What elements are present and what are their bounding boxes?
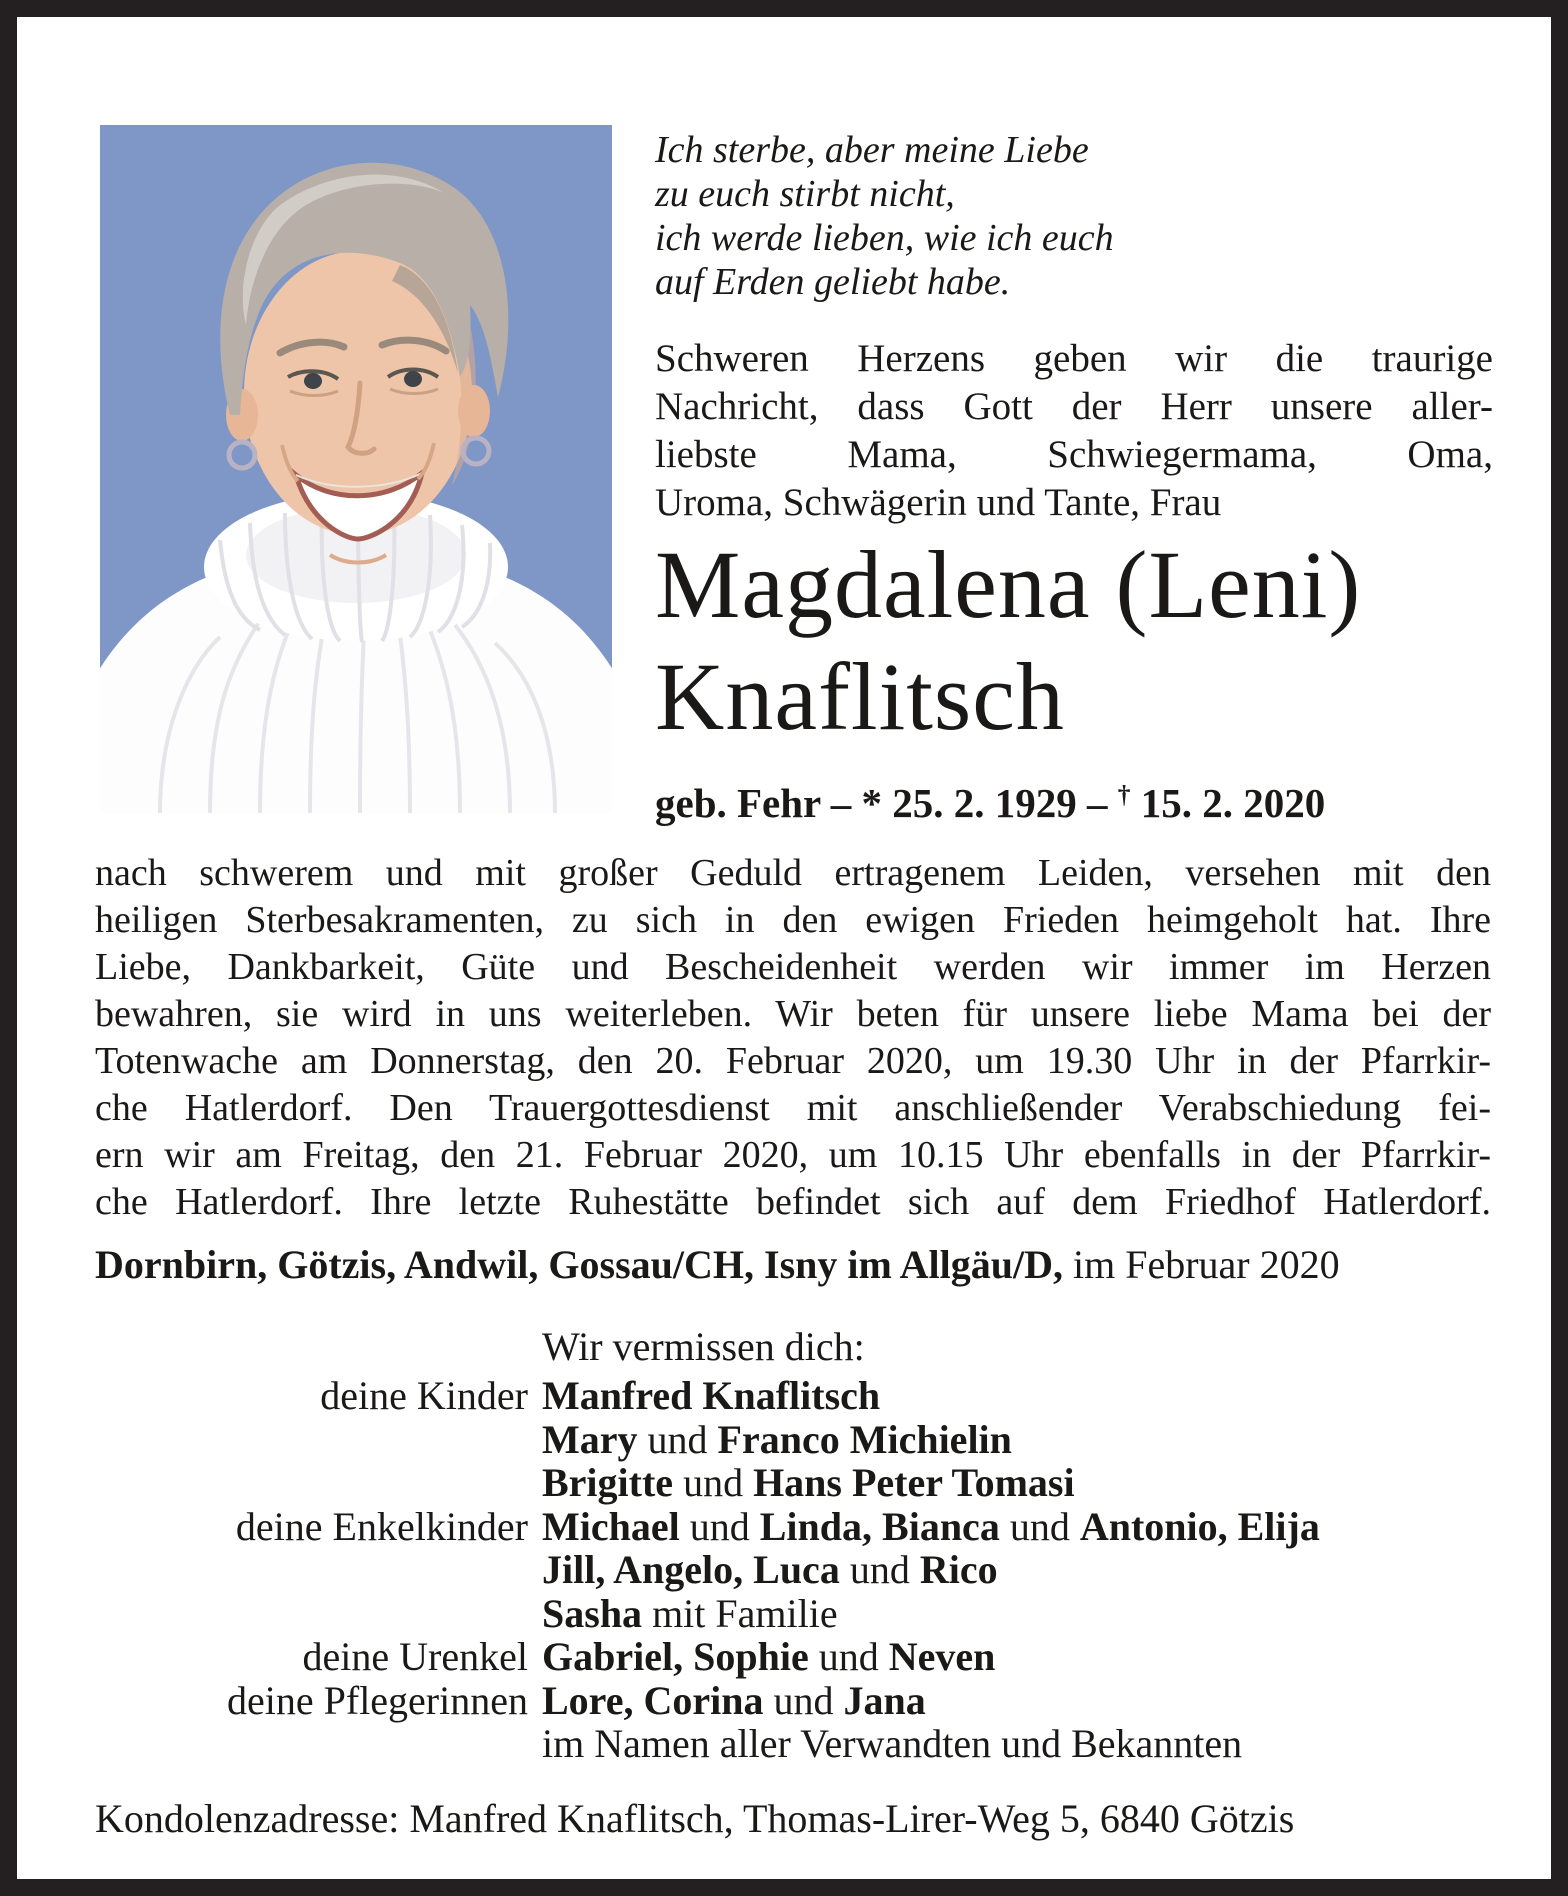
farewell-row <box>95 1505 1491 1549</box>
farewell-row <box>95 1418 1491 1462</box>
birth-date: 25. 2. 1929 – <box>882 780 1118 826</box>
main-text-line: che Hatlerdorf. Ihre letzte Ruhestätte befindet sich auf dem Friedhof Hatlerdorf. <box>95 1181 1491 1223</box>
portrait-photo <box>100 125 612 813</box>
relation-label <box>95 1418 528 1462</box>
verse-line: ich werde lieben, wie ich euch <box>655 217 1114 259</box>
mourning-cities: Dornbirn, Götzis, Andwil, Gossau/CH, Isny im Allgäu/D, <box>95 1242 1063 1287</box>
farewell-row <box>95 1461 1491 1505</box>
notice-line: Schweren Herzens geben wir die traurige <box>655 337 1493 380</box>
relation-label <box>95 1592 528 1636</box>
farewell-section <box>95 1325 1491 1766</box>
deceased-name <box>655 529 1515 753</box>
farewell-row <box>95 1722 1491 1766</box>
main-text-line: che Hatlerdorf. Den Trauergottesdienst mit anschließender Verabschiedung fei- <box>95 1087 1491 1129</box>
main-text-line: nach schwerem und mit großer Geduld ertragenem Leiden, versehen mit den <box>95 852 1491 894</box>
death-notice-intro <box>655 335 1493 527</box>
relation-label <box>95 1722 528 1766</box>
relative-names: Sasha mit Familie <box>542 1590 838 1636</box>
relative-names: Gabriel, Sophie und Neven <box>542 1634 996 1679</box>
birth-star-symbol: * <box>861 780 883 826</box>
farewell-row <box>95 1548 1491 1592</box>
farewell-row <box>95 1679 1491 1723</box>
main-text-line: heiligen Sterbesakramenten, zu sich in den ewigen Frieden heimgeholt hat. Ihre <box>95 899 1491 941</box>
relation-label <box>95 1548 528 1592</box>
birth-death-line <box>655 779 1515 827</box>
death-date: 15. 2. 2020 <box>1130 780 1326 826</box>
verse-line: zu euch stirbt nicht, <box>655 173 955 215</box>
condolence-address: Kondolenzadresse: Manfred Knaflitsch, Thomas-Lirer-Weg 5, 6840 Götzis <box>95 1796 1295 1841</box>
notice-line: liebste Mama, Schwiegermama, Oma, <box>655 433 1493 476</box>
farewell-row <box>95 1374 1491 1418</box>
maiden-name: geb. Fehr – <box>655 780 862 826</box>
deceased-last-name: Knaflitsch <box>655 643 1065 750</box>
relative-names: Mary und Franco Michielin <box>542 1416 1012 1462</box>
verse-line: Ich sterbe, aber meine Liebe <box>655 129 1089 171</box>
closing-date: im Februar 2020 <box>1062 1242 1340 1287</box>
death-cross-symbol: † <box>1117 780 1131 809</box>
relative-names: Manfred Knaflitsch <box>542 1373 881 1418</box>
portrait-illustration <box>100 125 612 813</box>
deceased-first-name: Magdalena (Leni) <box>655 531 1362 638</box>
relative-names: Jill, Angelo, Luca und Rico <box>542 1547 998 1592</box>
relative-names: im Namen aller Verwandten und Bekannten <box>542 1721 1243 1766</box>
main-text-line: bewahren, sie wird in uns weiterleben. Wir beten für unsere liebe Mama bei der <box>95 993 1491 1035</box>
relation-label <box>95 1461 528 1505</box>
relation-label: deine Kinder <box>320 1373 528 1418</box>
main-text-line: Totenwache am Donnerstag, den 20. Februar 2020, um 19.30 Uhr in der Pfarrkir- <box>95 1040 1491 1082</box>
relation-label: deine Urenkel <box>302 1634 528 1679</box>
main-text-line: ern wir am Freitag, den 21. Februar 2020, um 10.15 Uhr ebenfalls in der Pfarrkir- <box>95 1134 1491 1176</box>
main-text <box>95 850 1491 1226</box>
relative-names: Brigitte und Hans Peter Tomasi <box>542 1460 1075 1505</box>
relation-label: deine Pflegerinnen <box>227 1677 528 1723</box>
relative-names: Lore, Corina und Jana <box>542 1677 926 1723</box>
farewell-row <box>95 1592 1491 1636</box>
notice-line: Uroma, Schwägerin und Tante, Frau <box>655 481 1222 524</box>
memorial-verse <box>655 128 1500 304</box>
notice-line: Nachricht, dass Gott der Herr unsere aller- <box>655 385 1493 428</box>
farewell-title: Wir vermissen dich: <box>542 1324 865 1369</box>
main-text-line: Liebe, Dankbarkeit, Güte und Bescheidenheit werden wir immer im Herzen <box>95 946 1491 988</box>
closing-line <box>95 1241 1491 1288</box>
verse-line: auf Erden geliebt habe. <box>655 261 1011 303</box>
relation-label: deine Enkelkinder <box>235 1503 528 1549</box>
relative-names: Michael und Linda, Bianca und Antonio, Elija <box>542 1503 1320 1549</box>
farewell-row <box>95 1635 1491 1679</box>
